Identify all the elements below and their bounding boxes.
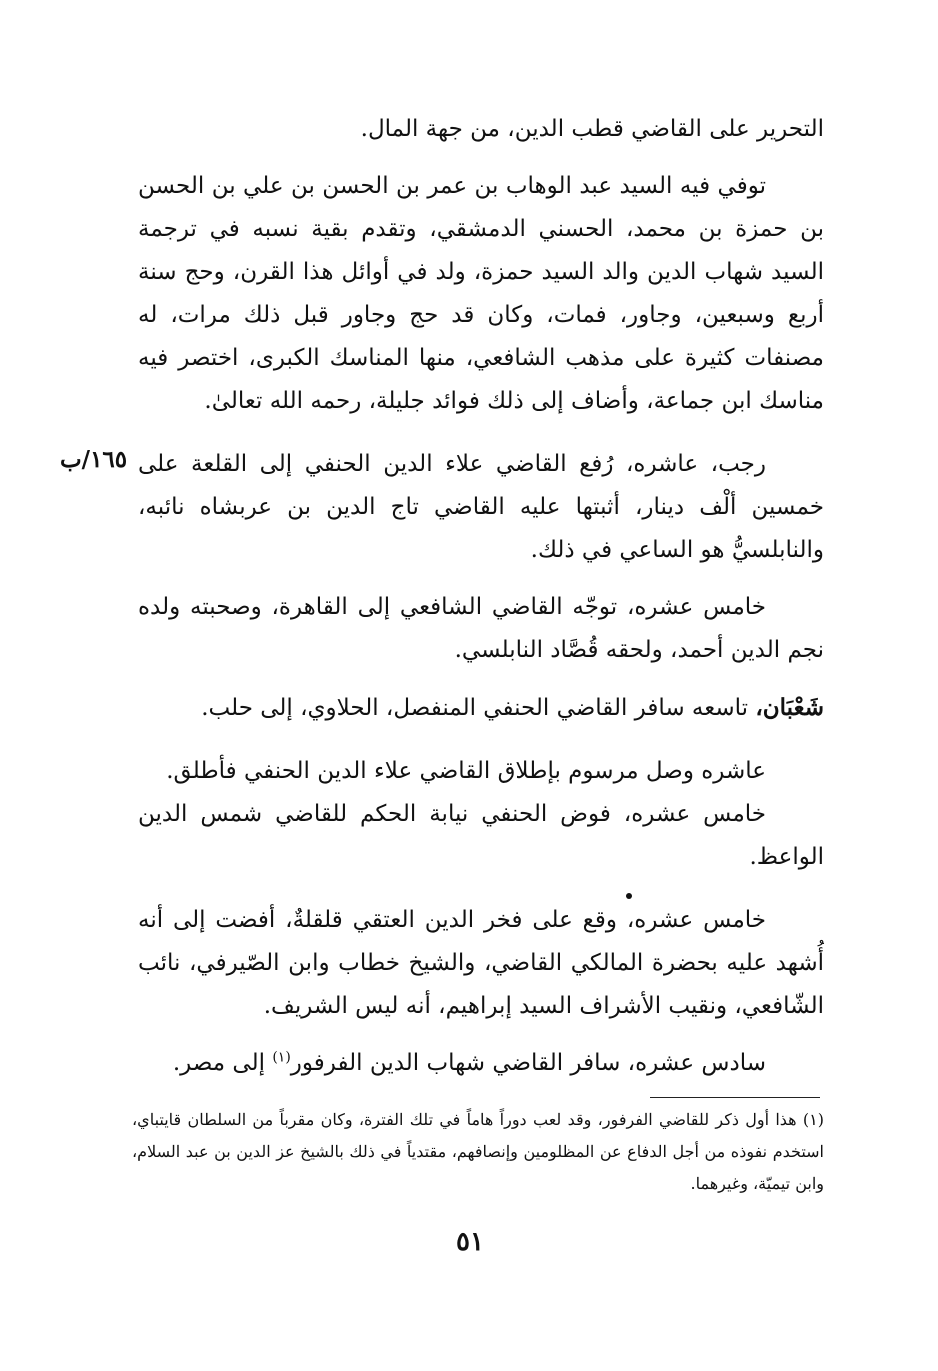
- paragraph-shaban-text: تاسعه سافر القاضي الحنفي المنفصل، الحلاوي، إلى حلب.: [201, 695, 749, 721]
- paragraph-shaban: [138, 686, 824, 730]
- paragraph-8-end: إلى مصر.: [172, 1050, 266, 1076]
- main-text: [138, 108, 824, 1085]
- paragraph-8: [138, 1042, 824, 1085]
- footnote-1: (١) هذا أول ذكر للقاضي الفرفور، وقد لعب دوراً هاماً في تلك الفترة، وكان مقرباً من السلطان قايتباي، استخدم نفوذه من أجل الدفاع عن المظلومين وإنصافهم، مقتدياً في ذلك بالشيخ عز الدين بن عبد السلام، وابن تيميّة، وغيرهما.: [132, 1110, 825, 1193]
- paragraph-3: خامس عشره، توجّه القاضي الشافعي إلى القاهرة، وصحبته ولده نجم الدين أحمد، ولحقه قُصَّاد النابلسي.: [138, 594, 824, 663]
- scan-speck: [626, 893, 632, 899]
- footnote-divider: [650, 1097, 820, 1098]
- month-heading-shaban: شَعْبَان،: [755, 694, 824, 721]
- paragraph-6: خامس عشره، فوض الحنفي نيابة الحكم للقاضي شمس الدين الواعظ.: [138, 801, 824, 870]
- paragraph-5: عاشره وصل مرسوم بإطلاق القاضي علاء الدين الحنفي فأطلق.: [166, 758, 766, 784]
- paragraph-7: خامس عشره، وقع على فخر الدين العتقي قلقلةٌ، أفضت إلى أنه أُشهد عليه بحضرة المالكي القاضي، والشيخ خطاب وابن الصّيرفي، نائب الشّافعي، ونقيب الأشراف السيد إبراهيم، أنه ليس الشريف.: [138, 907, 824, 1019]
- page-number: ٥١: [456, 1227, 484, 1257]
- manuscript-folio-note: ١٦٥/ب: [60, 446, 128, 473]
- paragraph-8-text: سادس عشره، سافر القاضي شهاب الدين الفرفور: [290, 1050, 766, 1076]
- paragraph-2: توفي فيه السيد عبد الوهاب بن عمر بن الحسن بن علي بن الحسن بن حمزة بن محمد، الحسني الدمشقي، وتقدم بقية نسبه في ترجمة السيد شهاب الدين والد السيد حمزة، ولد في أوائل هذا القرن، وحج سنة أربع وسبعين، وجاور، فمات، وكان قد حج وجاور قبل ذلك مرات، له مصنفات كثيرة على مذهب الشافعي، منها المناسك الكبرى، اختصر فيه مناسك ابن جماعة، وأضاف إلى ذلك فوائد جليلة، رحمه الله تعالىٰ.: [138, 173, 824, 414]
- paragraph-rajab: رجب، عاشره، رُفع القاضي علاء الدين الحنفي إلى القلعة على خمسين ألْف دينار، أثبتها عليه القاضي تاج الدين بن عربشاه نائبه، والنابلسيُّ هو الساعي في ذلك.: [138, 451, 824, 563]
- footnote-reference[interactable]: (١): [272, 1049, 291, 1066]
- paragraph-1: التحرير على القاضي قطب الدين، من جهة المال.: [360, 116, 824, 142]
